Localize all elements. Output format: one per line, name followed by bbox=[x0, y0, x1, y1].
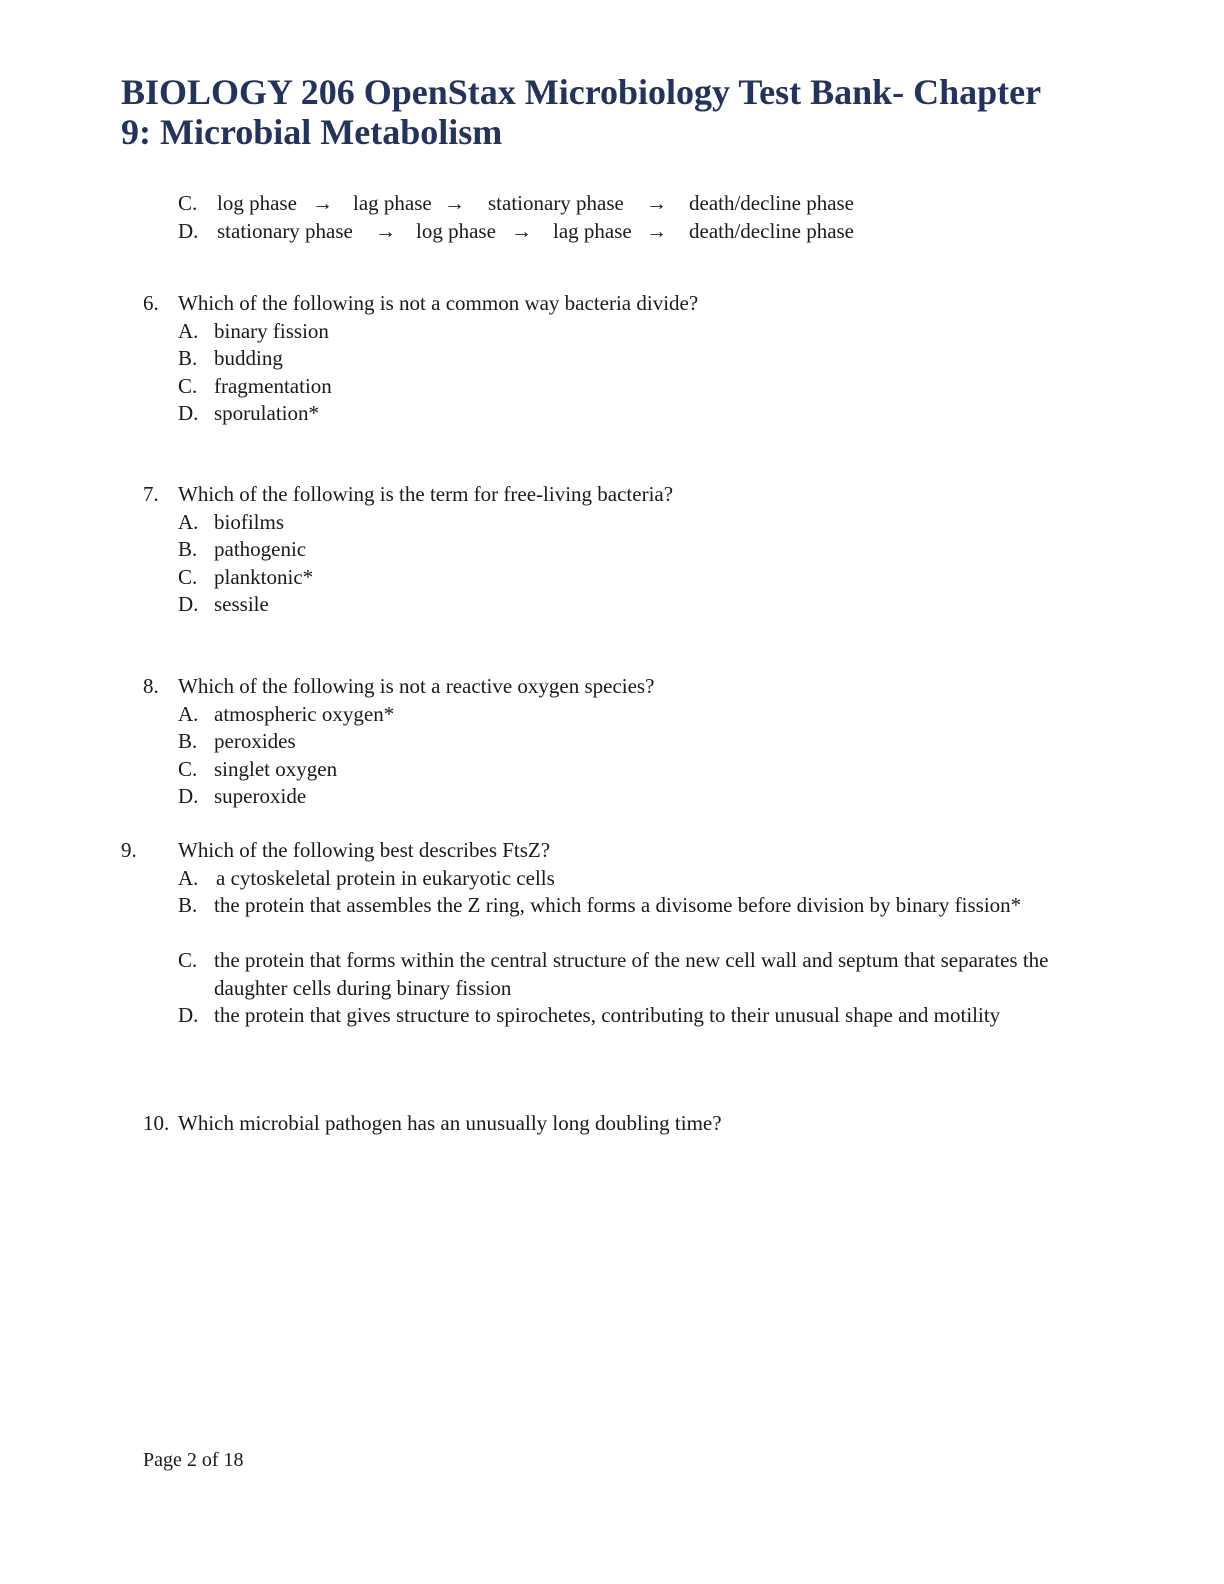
arrow-icon: → bbox=[444, 191, 465, 215]
choice-text: budding bbox=[214, 346, 283, 370]
page-number-footer: Page 2 of 18 bbox=[143, 1449, 244, 1471]
choice-letter: A. bbox=[178, 701, 199, 726]
question-6 bbox=[0, 290, 1100, 430]
phase-step: log phase bbox=[217, 191, 297, 215]
choice-letter: B. bbox=[178, 537, 198, 561]
question-number: 7. bbox=[143, 482, 159, 506]
question-text: Which of the following is not a common way bacteria divide? bbox=[178, 291, 699, 315]
phase-step: log phase bbox=[416, 219, 496, 243]
choice-text: sporulation* bbox=[214, 401, 319, 425]
question-10 bbox=[0, 1110, 1100, 1140]
question-text: Which of the following is the term for free-living bacteria? bbox=[178, 482, 674, 506]
phase-step: stationary phase bbox=[217, 219, 353, 243]
choice-text: singlet oxygen bbox=[214, 756, 338, 781]
choice-letter: C. bbox=[178, 373, 198, 398]
question-text: Which microbial pathogen has an unusually long doubling time? bbox=[178, 1111, 722, 1135]
choice-text: fragmentation bbox=[214, 373, 332, 398]
choice-text: pathogenic bbox=[214, 537, 307, 561]
choice-letter: D. bbox=[178, 784, 199, 808]
choice-text: superoxide bbox=[214, 784, 307, 808]
choice-text: peroxides bbox=[214, 729, 296, 753]
phase-step: lag phase bbox=[353, 191, 432, 215]
choice-text: planktonic* bbox=[214, 564, 314, 589]
question-number: 10. bbox=[143, 1111, 170, 1135]
phase-step: death/decline phase bbox=[689, 219, 855, 243]
choice-text: sessile bbox=[214, 592, 269, 616]
arrow-icon: → bbox=[375, 219, 396, 243]
option-letter: D. bbox=[178, 219, 199, 243]
phase-step: death/decline phase bbox=[689, 191, 855, 215]
arrow-icon: → bbox=[646, 219, 667, 243]
choice-letter: D. bbox=[178, 401, 199, 425]
option-letter: C. bbox=[178, 191, 198, 215]
choice-letter: C. bbox=[178, 564, 198, 589]
phase-step: lag phase bbox=[553, 219, 632, 243]
question-9 bbox=[0, 837, 1100, 1067]
question-7 bbox=[0, 481, 1100, 621]
arrow-icon: → bbox=[646, 191, 667, 215]
arrow-icon: → bbox=[511, 219, 532, 243]
choice-text: the protein that gives structure to spirochetes, contributing to their unusual shape and motility bbox=[214, 1003, 1001, 1027]
choice-letter: C. bbox=[178, 756, 198, 781]
choice-text: binary fission bbox=[214, 318, 329, 343]
question-number: 6. bbox=[143, 291, 159, 315]
title-line-2: 9: Microbial Metabolism bbox=[121, 112, 503, 152]
arrow-icon: → bbox=[312, 191, 333, 215]
question-number: 9. bbox=[121, 838, 137, 862]
choice-letter: D. bbox=[178, 1003, 199, 1027]
choice-text: biofilms bbox=[214, 509, 285, 534]
question-text: Which of the following best describes FtsZ? bbox=[178, 838, 551, 862]
title-line-1: BIOLOGY 206 OpenStax Microbiology Test Bank- Chapter bbox=[121, 72, 1042, 112]
choice-letter: B. bbox=[178, 346, 198, 370]
question-number: 8. bbox=[143, 674, 159, 698]
choice-letter: A. bbox=[178, 509, 199, 534]
question-8 bbox=[0, 673, 1100, 813]
page-title bbox=[121, 72, 1121, 152]
choice-letter: C. bbox=[178, 948, 198, 972]
choice-letter: B. bbox=[178, 893, 198, 917]
choice-text: the protein that forms within the central structure of the new cell wall and septum that separates the daughter cells during binary fission bbox=[214, 948, 1049, 1000]
choice-letter: D. bbox=[178, 592, 199, 616]
choice-letter: A. bbox=[178, 318, 199, 343]
choice-letter: B. bbox=[178, 729, 198, 753]
choice-letter: A. bbox=[178, 865, 199, 890]
choice-text: the protein that assembles the Z ring, which forms a divisome before division by binary fission* bbox=[214, 893, 1022, 917]
phase-step: stationary phase bbox=[488, 191, 624, 215]
question-text: Which of the following is not a reactive oxygen species? bbox=[178, 674, 655, 698]
choice-text: a cytoskeletal protein in eukaryotic cells bbox=[216, 865, 555, 890]
choice-text: atmospheric oxygen* bbox=[214, 701, 395, 726]
